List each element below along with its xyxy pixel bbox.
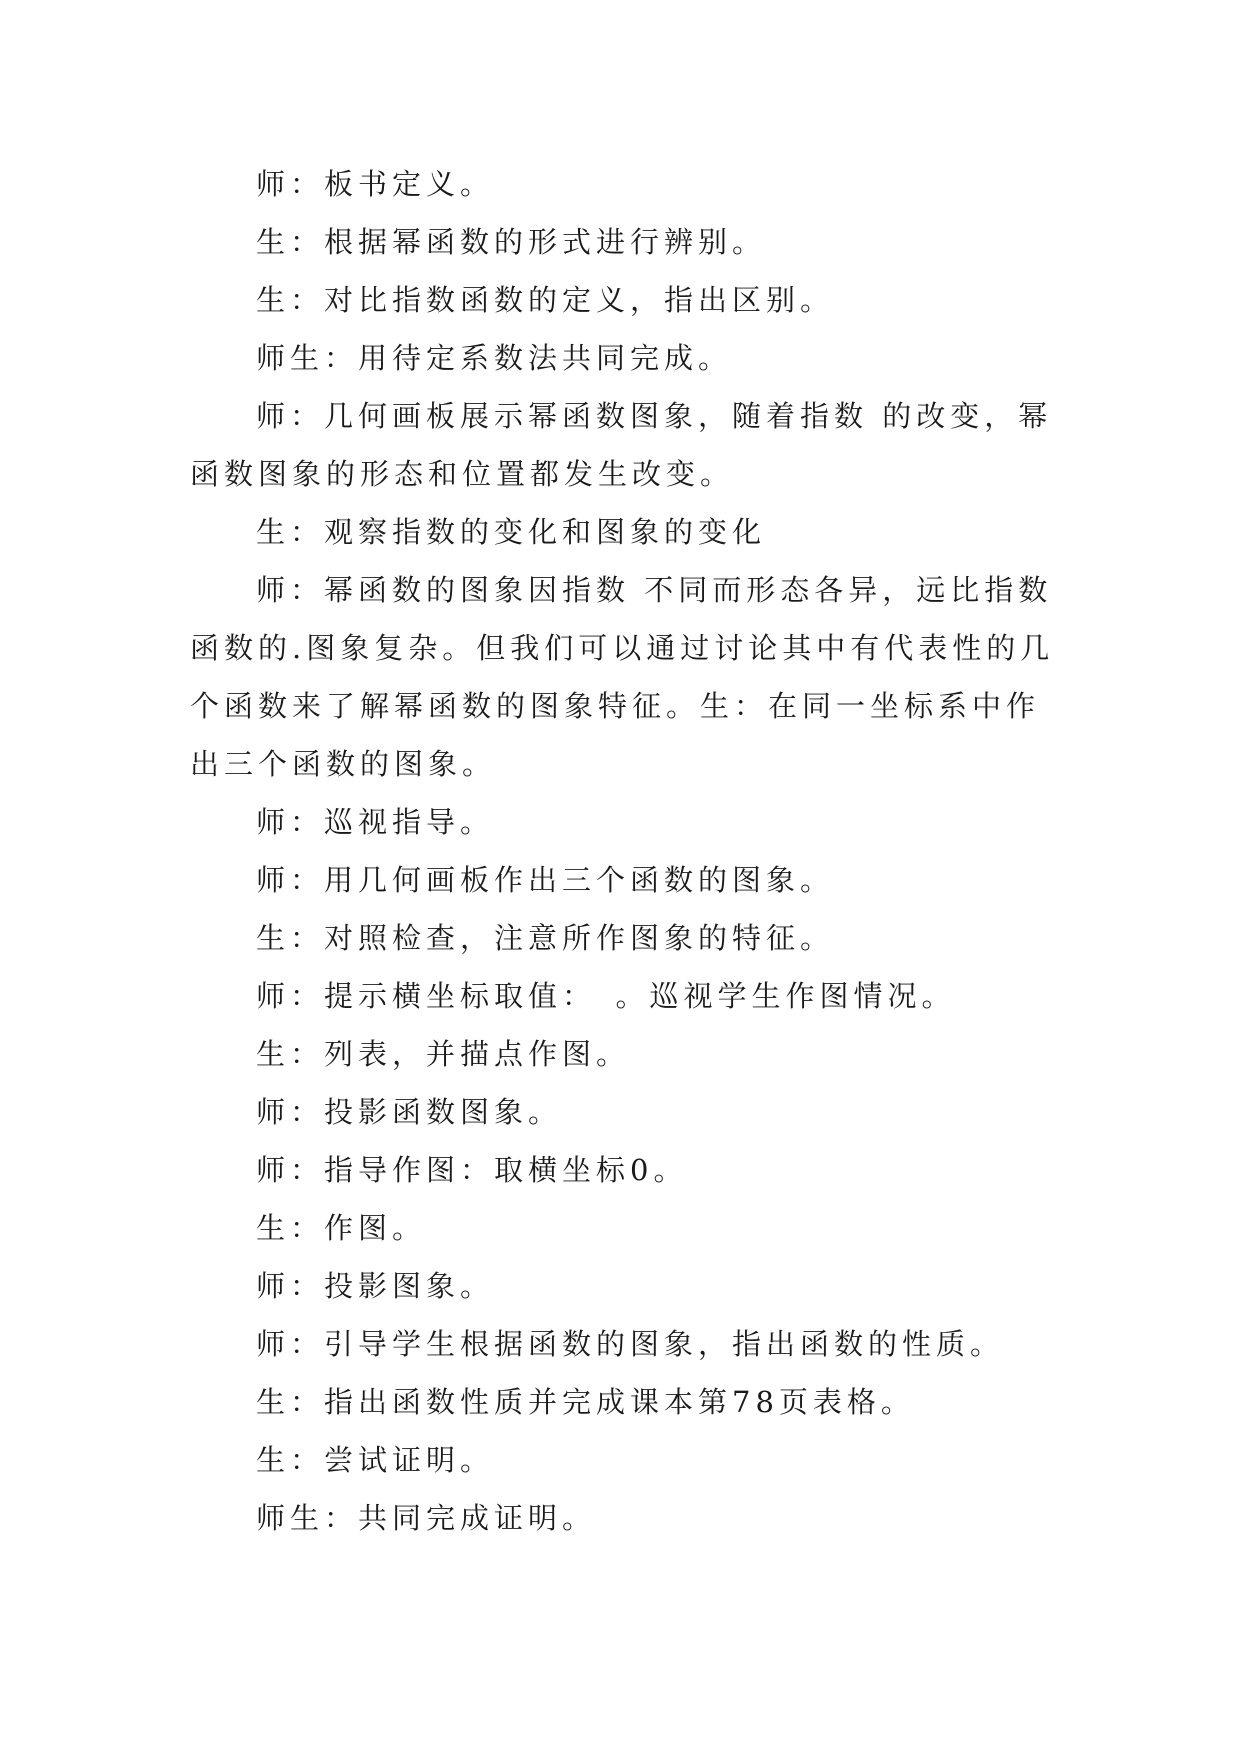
paragraph: 生：对比指数函数的定义，指出区别。 [256, 283, 835, 317]
paragraph: 师：指导作图：取横坐标0。 [256, 1153, 688, 1187]
document-body [190, 155, 1060, 1547]
paragraph: 师：幂函数的图象因指数 不同而形态各异，远比指数函数的.图象复杂。但我们可以通过讨论其中有代表性的几个函数来了解幂函数的图象特征。生：在同一坐标系中作出三个函数的图象。 [190, 573, 1055, 781]
paragraph: 师生：共同完成证明。 [256, 1501, 597, 1535]
paragraph: 师生：用待定系数法共同完成。 [256, 341, 733, 375]
paragraph: 师：投影函数图象。 [256, 1095, 563, 1129]
paragraph: 生：作图。 [256, 1211, 427, 1245]
paragraph: 生：根据幂函数的形式进行辨别。 [256, 225, 767, 259]
paragraph: 生：尝试证明。 [256, 1443, 495, 1477]
paragraph: 师：几何画板展示幂函数图象，随着指数 的改变，幂函数图象的形态和位置都发生改变。 [190, 399, 1053, 491]
paragraph: 生：对照检查，注意所作图象的特征。 [256, 921, 835, 955]
paragraph: 师：用几何画板作出三个函数的图象。 [256, 863, 835, 897]
paragraph: 师：投影图象。 [256, 1269, 495, 1303]
paragraph: 生：观察指数的变化和图象的变化 [256, 515, 767, 549]
paragraph: 生：指出函数性质并完成课本第78页表格。 [256, 1385, 915, 1419]
paragraph: 生：列表，并描点作图。 [256, 1037, 631, 1071]
paragraph: 师：板书定义。 [256, 167, 495, 201]
paragraph: 师：提示横坐标取值： 。巡视学生作图情况。 [256, 979, 956, 1013]
paragraph: 师：引导学生根据函数的图象，指出函数的性质。 [256, 1327, 1005, 1361]
paragraph: 师：巡视指导。 [256, 805, 495, 839]
